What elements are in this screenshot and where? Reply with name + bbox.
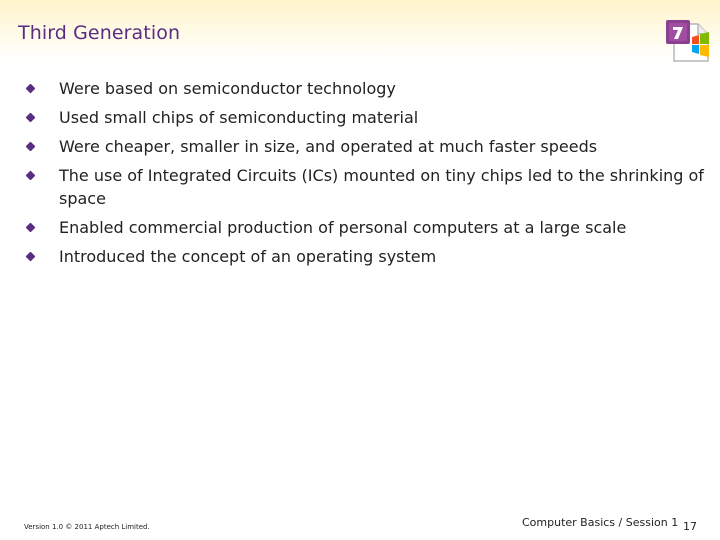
bullet-item: [24, 164, 704, 210]
diamond-bullet-icon: [26, 84, 36, 94]
bullet-text: Used small chips of semiconducting material: [59, 108, 419, 127]
bullet-list: [24, 77, 704, 274]
footer-version: Version 1.0 © 2011 Aptech Limited.: [24, 523, 150, 531]
bullet-item: [24, 77, 704, 100]
diamond-bullet-icon: [26, 113, 36, 123]
slide-title: Third Generation: [18, 22, 181, 44]
diamond-bullet-icon: [26, 171, 36, 181]
bullet-text: Were cheaper, smaller in size, and operated at much faster speeds: [59, 137, 598, 156]
bullet-text: Introduced the concept of an operating system: [59, 247, 437, 266]
page-number: 17: [683, 520, 697, 533]
bullet-item: [24, 135, 704, 158]
windows-7-logo-icon: [664, 16, 718, 70]
diamond-bullet-icon: [26, 252, 36, 262]
bullet-item: [24, 106, 704, 129]
bullet-text: The use of Integrated Circuits (ICs) mounted on tiny chips led to the shrinking of space: [59, 166, 704, 208]
bullet-text: Were based on semiconductor technology: [59, 79, 396, 98]
bullet-text: Enabled commercial production of personal computers at a large scale: [59, 218, 627, 237]
diamond-bullet-icon: [26, 142, 36, 152]
bullet-item: [24, 245, 704, 268]
bullet-item: [24, 216, 704, 239]
diamond-bullet-icon: [26, 223, 36, 233]
footer-course-title: Computer Basics / Session 1: [522, 516, 679, 529]
